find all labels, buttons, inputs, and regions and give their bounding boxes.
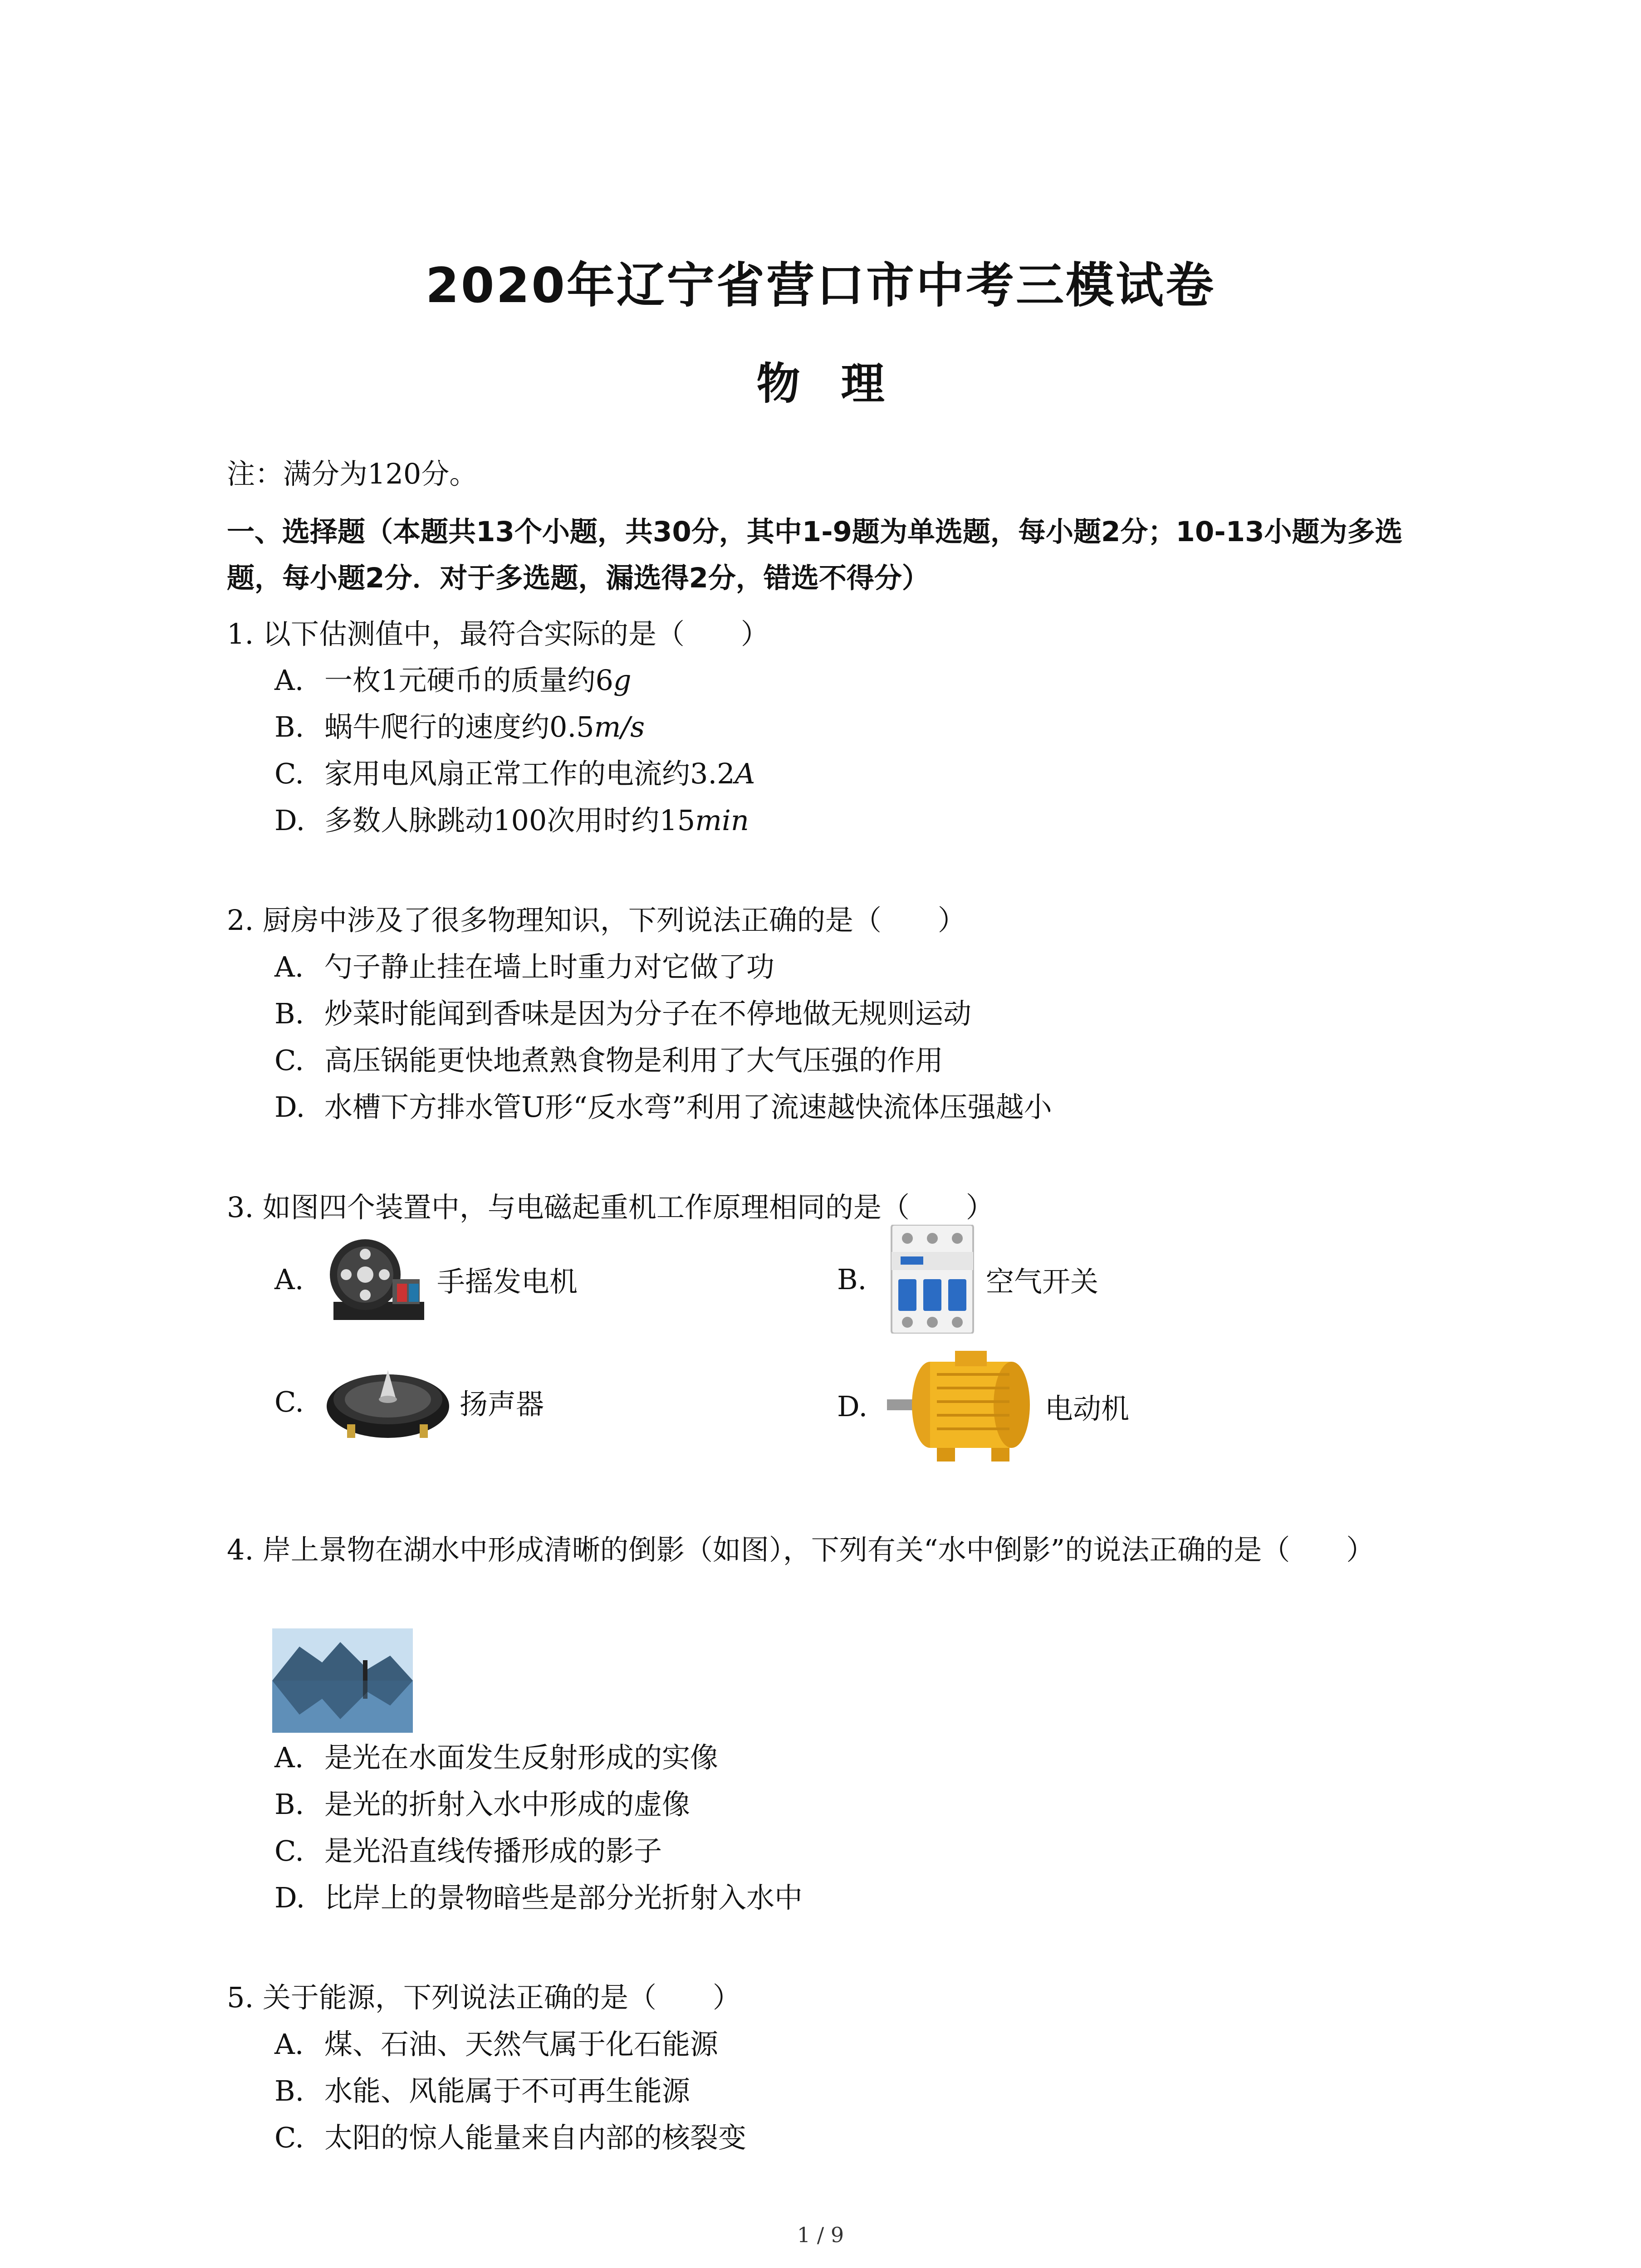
question-3-option-d bbox=[837, 1343, 1129, 1470]
hand-generator-icon bbox=[324, 1234, 429, 1325]
option-letter: A. bbox=[274, 2028, 304, 2061]
question-2-option-d bbox=[274, 1085, 1052, 1125]
question-2-stem: 2. 厨房中涉及了很多物理知识，下列说法正确的是（ ） bbox=[227, 904, 966, 937]
subject-title: 物理 bbox=[756, 358, 926, 409]
option-letter: A. bbox=[274, 1741, 304, 1774]
option-letter: A. bbox=[274, 1262, 304, 1296]
option-text: 水能、风能属于不可再生能源 bbox=[324, 2074, 691, 2107]
option-letter: A. bbox=[274, 950, 304, 983]
option-letter: D. bbox=[274, 1090, 305, 1124]
option-letter: C. bbox=[274, 1834, 304, 1867]
option-unit: A bbox=[735, 757, 755, 790]
question-3-option-a bbox=[274, 1234, 578, 1325]
exam-title: 2020年辽宁省营口市中考三模试卷 bbox=[425, 258, 1216, 313]
option-text: 高压锅能更快地煮熟食物是利用了大气压强的作用 bbox=[324, 1044, 944, 1077]
question-2-option-b bbox=[274, 991, 971, 1031]
option-letter: A. bbox=[274, 664, 304, 697]
question-5-option-c bbox=[274, 2115, 746, 2156]
option-letter: B. bbox=[274, 1788, 304, 1821]
lake-reflection-image bbox=[272, 1628, 413, 1733]
option-text: 多数人脉跳动100次用时约15 bbox=[324, 804, 696, 837]
electric-motor-icon bbox=[887, 1343, 1037, 1470]
option-letter: D. bbox=[274, 1881, 305, 1914]
question-4-option-b bbox=[274, 1782, 690, 1822]
option-text: 是光沿直线传播形成的影子 bbox=[324, 1834, 662, 1867]
question-1-option-c bbox=[274, 751, 755, 792]
option-text: 电动机 bbox=[1045, 1392, 1130, 1425]
option-text: 是光的折射入水中形成的虚像 bbox=[324, 1788, 691, 1821]
option-letter: B. bbox=[274, 710, 304, 743]
score-note: 注：满分为120分。 bbox=[227, 457, 478, 490]
option-unit: m/s bbox=[594, 710, 645, 743]
option-text: 扬声器 bbox=[460, 1387, 544, 1421]
question-2-option-a bbox=[274, 944, 774, 985]
question-4-option-d bbox=[274, 1875, 803, 1916]
question-3-option-b bbox=[837, 1225, 1098, 1334]
page-number: 1 / 9 bbox=[797, 2223, 844, 2247]
option-letter: C. bbox=[274, 1385, 304, 1418]
question-4-option-c bbox=[274, 1828, 662, 1869]
option-text: 太阳的惊人能量来自内部的核裂变 bbox=[324, 2121, 747, 2154]
question-1-option-b bbox=[274, 704, 645, 745]
question-2-option-c bbox=[274, 1038, 943, 1078]
option-unit: min bbox=[695, 804, 749, 837]
question-3-stem: 3. 如图四个装置中，与电磁起重机工作原理相同的是（ ） bbox=[227, 1191, 994, 1224]
option-text: 蜗牛爬行的速度约0.5 bbox=[324, 710, 594, 743]
option-letter: D. bbox=[274, 804, 305, 837]
question-1-option-d bbox=[274, 798, 749, 838]
option-letter: B. bbox=[274, 997, 304, 1030]
option-letter: D. bbox=[837, 1389, 868, 1423]
option-text: 是光在水面发生反射形成的实像 bbox=[324, 1741, 719, 1774]
option-text: 家用电风扇正常工作的电流约3.2 bbox=[324, 757, 735, 790]
section-heading: 一、选择题（本题共13个小题，共30分，其中1-9题为单选题，每小题2分；10-13小题为多选题，每小题2分．对于多选题，漏选得2分，错选不得分） bbox=[227, 516, 1403, 594]
question-4-stem: 4. 岸上景物在湖水中形成清晰的倒影（如图），下列有关“水中倒影”的说法正确的是（ ） bbox=[227, 1533, 1375, 1566]
option-text: 水槽下方排水管U形“反水弯”利用了流速越快流体压强越小 bbox=[324, 1090, 1052, 1124]
air-switch-icon bbox=[887, 1225, 978, 1334]
option-text: 手摇发电机 bbox=[437, 1265, 578, 1298]
option-text: 一枚1元硬币的质量约6 bbox=[324, 664, 613, 697]
option-letter: C. bbox=[274, 1044, 304, 1077]
question-1-stem: 1. 以下估测值中，最符合实际的是（ ） bbox=[227, 617, 769, 650]
question-5-option-a bbox=[274, 2022, 718, 2062]
option-text: 比岸上的景物暗些是部分光折射入水中 bbox=[324, 1881, 803, 1914]
option-letter: B. bbox=[837, 1262, 867, 1296]
option-letter: B. bbox=[274, 2074, 304, 2107]
option-text: 炒菜时能闻到香味是因为分子在不停地做无规则运动 bbox=[324, 997, 972, 1030]
option-text: 煤、石油、天然气属于化石能源 bbox=[324, 2028, 719, 2061]
option-letter: C. bbox=[274, 757, 304, 790]
option-text: 空气开关 bbox=[986, 1265, 1099, 1298]
option-unit: g bbox=[613, 664, 632, 697]
question-1-option-a bbox=[274, 658, 632, 698]
question-5-stem: 5. 关于能源，下列说法正确的是（ ） bbox=[227, 1981, 741, 2014]
question-5-option-b bbox=[274, 2068, 690, 2109]
question-3-option-c bbox=[274, 1356, 544, 1447]
question-4-option-a bbox=[274, 1735, 718, 1775]
option-letter: C. bbox=[274, 2121, 304, 2154]
option-text: 勺子静止挂在墙上时重力对它做了功 bbox=[324, 950, 775, 983]
speaker-icon bbox=[324, 1356, 451, 1447]
